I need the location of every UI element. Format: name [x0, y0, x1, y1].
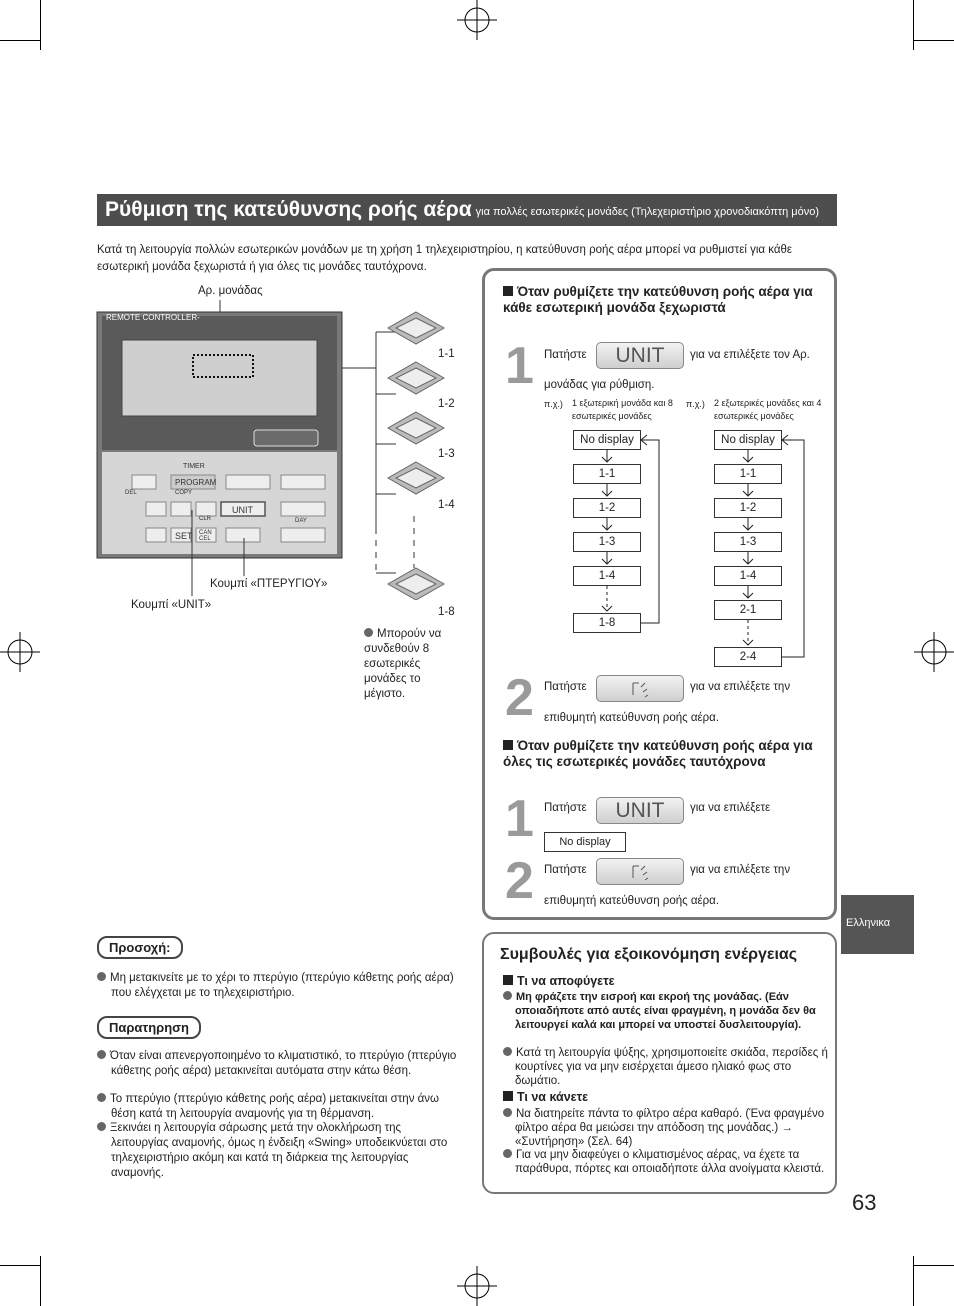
crop-mark — [0, 1265, 40, 1266]
bullet-icon — [97, 972, 106, 981]
individual-heading — [503, 284, 813, 316]
note-item — [97, 1092, 457, 1122]
avoid-item-text: Μη φράζετε την εισροή και εκροή της μονάδας. (Εάν οποιαδήποτε από αυτές είναι φραγμένη, η μονάδα δεν θα λειτουργεί καλά και μπορεί να υποστεί δυσλειτουργία). — [515, 991, 816, 1031]
step-number: 2 — [505, 852, 534, 910]
step-number: 1 — [505, 337, 534, 395]
unit-label: 1-8 — [438, 606, 455, 618]
unit-button-label: Κουμπί «UNIT» — [131, 599, 212, 611]
crop-mark — [0, 40, 40, 41]
seq-box: 2-1 — [714, 600, 782, 620]
all-units-heading-text: Όταν ρυθμίζετε την κατεύθυνση ροής αέρα για όλες τις εσωτερικές μονάδες ταυτόχρονα — [503, 738, 813, 769]
max-units-text: Μπορούν να συνδεθούν 8 εσωτερικές μονάδες το μέγιστο. — [364, 628, 442, 700]
step-text: μονάδας για ρύθμιση. — [544, 379, 655, 391]
seq-box: 1-3 — [714, 532, 782, 552]
bullet-icon — [503, 1047, 512, 1056]
do-item-text: Για να μην διαφεύγει ο κλιματισμένος αέρας, να έχετε τα παράθυρα, πόρτες και οποιαδήποτε άλλα ανοίγματα κλειστά. — [515, 1149, 825, 1175]
step-text: Πατήστε — [544, 681, 587, 693]
example-label: π.χ.) — [544, 399, 563, 409]
do-item — [503, 1107, 833, 1149]
bullet-icon — [503, 1108, 512, 1117]
seq-box: 2-4 — [714, 647, 782, 667]
all-units-heading — [503, 738, 813, 770]
step-text: Πατήστε — [544, 802, 587, 814]
seq-box: 1-4 — [714, 566, 782, 586]
seq-box: 1-1 — [573, 464, 641, 484]
example-2: 2 εξωτερικές μονάδες και 4 εσωτερικές μονάδες — [714, 398, 822, 421]
seq-box: 1-8 — [573, 613, 641, 633]
remote-copy-label: COPY — [175, 490, 193, 496]
crop-mark — [913, 1256, 914, 1306]
crop-mark — [914, 1265, 954, 1266]
seq-box: 1-1 — [714, 464, 782, 484]
page-title: Ρύθμιση της κατεύθυνσης ροής αέρα — [105, 198, 472, 221]
page-number: 63 — [852, 1190, 877, 1215]
crop-mark — [914, 40, 954, 41]
step-text: επιθυμητή κατεύθυνση ροής αέρα. — [544, 895, 720, 907]
unit-label: 1-4 — [438, 499, 455, 511]
do-item — [503, 1148, 833, 1176]
avoid-item-text: Κατά τη λειτουργία ψύξης, χρησιμοποιείτε σκιάδα, περσίδες ή κουρτίνες για να μην εισέρχεται άμεσο ηλιακό φως στο δωμάτιο. — [515, 1047, 828, 1087]
step-text: Πατήστε — [544, 349, 587, 361]
page-subtitle: για πολλές εσωτερικές μονάδες (Τηλεχειριστήριο χρονοδιακόπτη μόνο) — [475, 206, 820, 218]
flap-button-image — [596, 858, 684, 885]
unit-button-image: UNIT — [596, 342, 684, 369]
note-item-text: Όταν είναι απενεργοποιημένο το κλιματιστικό, το πτερύγιο (πτερύγιο κάθετης ροής αέρα) μετακινείται αυτόματα στην κάτω θέση. — [110, 1050, 457, 1077]
do-item-text: Να διατηρείτε πάντα το φίλτρο αέρα καθαρό. (Ένα φραγμένο φίλτρο αέρα θα μειώσει την απόδοση της μονάδας.) → «Συντήρηση» (Σελ. 64) — [515, 1108, 825, 1148]
remote-timer-label: TIMER — [183, 463, 205, 470]
bullet-icon — [97, 1050, 106, 1059]
crop-mark — [913, 0, 914, 50]
step-text: Πατήστε — [544, 864, 587, 876]
avoid-item — [503, 990, 833, 1032]
bullet-icon — [503, 991, 512, 1000]
crop-mark — [40, 1256, 41, 1306]
intro-paragraph: Κατά τη λειτουργία πολλών εσωτερικών μονάδων με τη χρήση 1 τηλεχειριστηρίου, η κατεύθυνση ροής αέρα μπορεί να ρυθμιστεί για κάθε εσωτερική μονάδα ξεχωριστά ή για όλες τις μονάδες ταυτόχρονα. — [97, 244, 792, 273]
do-heading — [503, 1089, 588, 1105]
step-text: επιθυμητή κατεύθυνση ροής αέρα. — [544, 712, 720, 724]
caution-title: Προσοχή: — [97, 936, 183, 959]
remote-unit-button: UNIT — [232, 505, 253, 515]
no-display-box: No display — [544, 832, 626, 852]
avoid-heading-text: Τι να αποφύγετε — [517, 974, 615, 988]
flap-icon — [625, 679, 655, 699]
registration-mark — [457, 1266, 497, 1306]
example-label: π.χ.) — [686, 399, 705, 409]
square-bullet-icon — [503, 286, 513, 296]
step-text: για να επιλέξετε την — [690, 864, 791, 876]
seq2-arrows — [714, 430, 814, 670]
flap-button-image — [596, 675, 684, 702]
step-text: για να επιλέξετε — [690, 802, 771, 814]
seq-box: 1-2 — [714, 498, 782, 518]
remote-del-label: DEL — [125, 490, 137, 496]
unit-label: 1-2 — [438, 398, 455, 410]
flap-icon — [625, 862, 655, 882]
step-number: 2 — [505, 669, 534, 727]
individual-heading-text: Όταν ρυθμίζετε την κατεύθυνση ροής αέρα για κάθε εσωτερική μονάδα ξεχωριστά — [503, 284, 813, 315]
square-bullet-icon — [503, 1091, 513, 1101]
remote-cancel-button: CAN CEL — [199, 530, 212, 542]
step-text: για να επιλέξετε τον Αρ. — [690, 349, 810, 361]
note-item — [97, 1049, 457, 1079]
bullet-icon — [503, 1149, 512, 1158]
example-1: 1 εξωτερική μονάδα και 8 εσωτερικές μονάδες — [572, 398, 673, 421]
unit-button-image: UNIT — [596, 797, 684, 824]
seq-box: 1-3 — [573, 532, 641, 552]
avoid-heading — [503, 973, 615, 989]
max-units-note — [364, 627, 460, 702]
registration-mark — [457, 0, 497, 40]
flap-button-label: Κουμπί «ΠΤΕΡΥΓΙΟΥ» — [210, 578, 328, 590]
step-text: για να επιλέξετε την — [690, 681, 791, 693]
bullet-icon — [97, 1122, 106, 1131]
unit-label: 1-3 — [438, 448, 455, 460]
unit-number-label: Αρ. μονάδας — [198, 285, 263, 297]
registration-mark — [0, 632, 40, 672]
seq1-arrows — [573, 430, 668, 635]
bullet-icon — [97, 1093, 106, 1102]
unit-label: 1-1 — [438, 348, 455, 360]
caution-item — [97, 971, 457, 1001]
registration-mark — [914, 632, 954, 672]
note-item-text: Το πτερύγιο (πτερύγιο κάθετης ροής αέρα) μετακινείται στην άνω θέση κατά τη λειτουργία αναμονής για τη θέρμανση. — [110, 1093, 440, 1120]
remote-program-button: PROGRAM — [175, 478, 217, 487]
remote-clr-label: CLR — [199, 516, 212, 522]
indoor-units-stack — [386, 310, 446, 600]
seq-box: No display — [714, 430, 782, 450]
remote-brand: REMOTE CONTROLLER- — [106, 313, 200, 322]
crop-mark — [40, 0, 41, 50]
section-title-bar — [97, 194, 837, 226]
square-bullet-icon — [503, 740, 513, 750]
square-bullet-icon — [503, 975, 513, 985]
avoid-item — [503, 1046, 833, 1088]
note-title: Παρατηρηση — [97, 1016, 201, 1039]
caution-item-text: Μη μετακινείτε με το χέρι το πτερύγιο (πτερύγιο κάθετης ροής αέρα) που ελέγχεται με το τηλεχειριστήριο. — [110, 972, 454, 999]
seq-box: 1-4 — [573, 566, 641, 586]
energy-tips-title: Συμβουλές για εξοικονόμηση ενέργειας — [500, 946, 798, 963]
remote-day-label: DAY — [295, 518, 307, 524]
note-item — [97, 1121, 457, 1181]
seq-box: No display — [573, 430, 641, 450]
do-heading-text: Τι να κάνετε — [517, 1090, 589, 1104]
language-tab: Eλληνικα — [841, 895, 914, 954]
seq-box: 1-2 — [573, 498, 641, 518]
remote-set-button: SET — [175, 531, 193, 541]
bullet-icon — [364, 628, 373, 637]
step-number: 1 — [505, 790, 534, 848]
note-item-text: Ξεκινάει η λειτουργία σάρωσης μετά την ολοκλήρωση της λειτουργίας αναμονής, όμως η ένδειξη «Swing» υποδεικνύεται στο τηλεχειριστήριο ακόμη και κατά τη διάρκεια της λειτουργίας αναμονής. — [110, 1122, 448, 1179]
